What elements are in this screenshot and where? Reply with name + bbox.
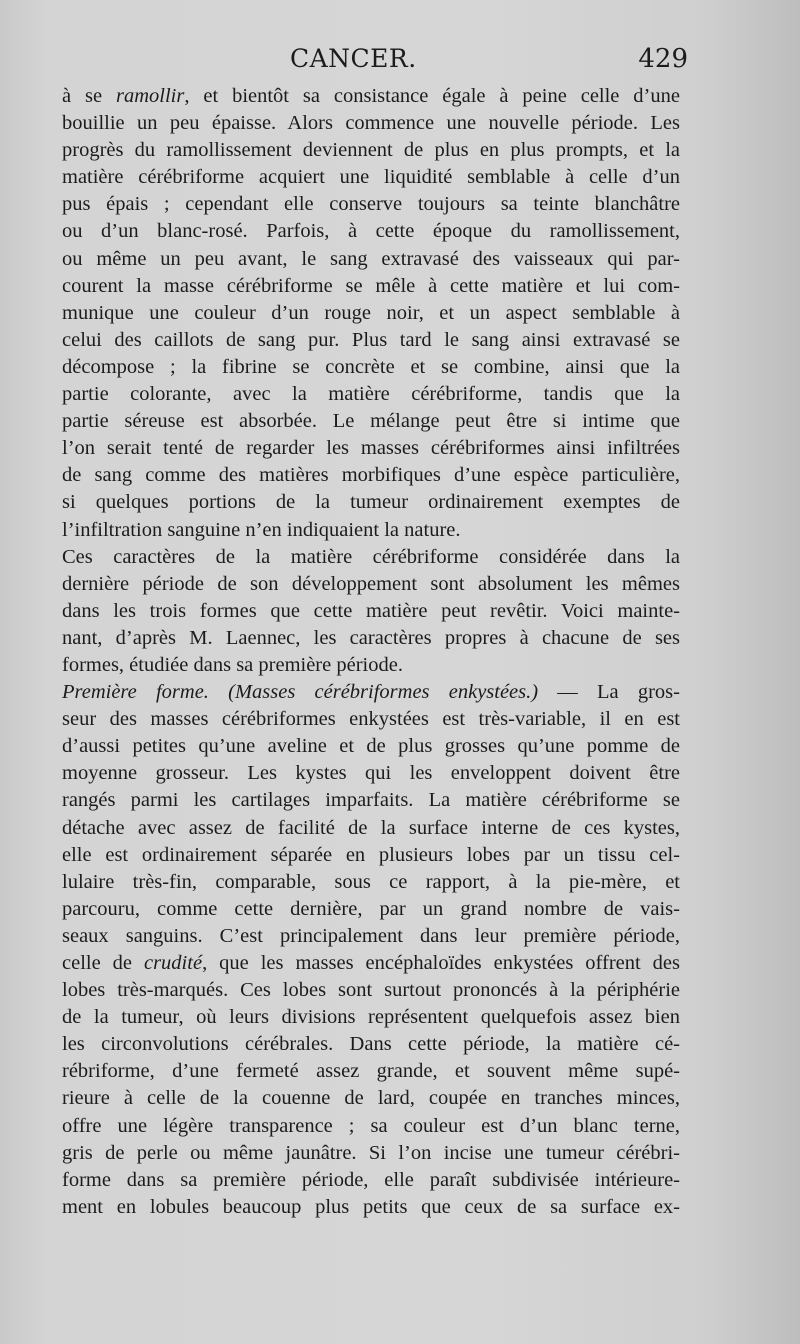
text-segment: dans les trois formes que cette matière peut revêtir. Voici mainte-	[62, 599, 680, 622]
text-segment: forme dans sa première période, elle paraît subdivisée intérieure-	[62, 1168, 680, 1191]
text-line	[62, 598, 680, 625]
text-segment: — La gros-	[538, 681, 680, 704]
text-line	[62, 137, 680, 164]
text-line	[62, 869, 680, 896]
text-segment: parcouru, comme cette dernière, par un grand nombre de vais-	[62, 897, 680, 920]
text-line	[62, 760, 680, 787]
text-segment: bouillie un peu épaisse. Alors commence une nouvelle période. Les	[62, 112, 680, 135]
text-line	[62, 1113, 680, 1140]
text-line	[62, 489, 680, 516]
text-segment: pus épais ; cependant elle conserve toujours sa teinte blanchâtre	[62, 193, 680, 216]
text-segment: d’aussi petites qu’une aveline et de plus grosses qu’une pomme de	[62, 735, 680, 758]
text-line	[62, 733, 680, 760]
text-line	[62, 110, 680, 137]
text-segment: ou même un peu avant, le sang extravasé des vaisseaux qui par-	[62, 247, 680, 270]
page-number: 429	[638, 44, 688, 74]
text-line	[62, 83, 680, 110]
text-segment: offre une légère transparence ; sa couleur est d’un blanc terne,	[62, 1114, 680, 1137]
text-line	[62, 300, 680, 327]
text-line	[62, 273, 680, 300]
text-line	[62, 1194, 680, 1221]
text-line	[62, 544, 680, 571]
text-line	[62, 354, 680, 381]
text-segment: ment en lobules beaucoup plus petits que ceux de sa surface ex-	[62, 1195, 680, 1218]
text-segment: dernière période de son développement sont absolument les mêmes	[62, 572, 680, 595]
text-line	[62, 327, 680, 354]
text-line	[62, 1004, 680, 1031]
text-segment: celui des caillots de sang pur. Plus tard le sang ainsi extravasé se	[62, 328, 680, 351]
text-segment: partie séreuse est absorbée. Le mélange peut être si intime que	[62, 410, 680, 433]
text-segment: munique une couleur d’un rouge noir, et un aspect semblable à	[62, 301, 680, 324]
text-line	[62, 246, 680, 273]
text-line	[62, 950, 680, 977]
text-line	[62, 625, 680, 652]
text-line	[62, 923, 680, 950]
text-line	[62, 1140, 680, 1167]
text-line	[62, 706, 680, 733]
text-segment: rébriforme, d’une fermeté assez grande, et souvent même supé-	[62, 1060, 680, 1083]
text-segment: formes, étudiée dans sa première période.	[62, 653, 403, 676]
text-line	[62, 679, 680, 706]
text-line	[62, 1031, 680, 1058]
text-segment: partie colorante, avec la matière cérébriforme, tandis que la	[62, 383, 680, 406]
text-line	[62, 787, 680, 814]
text-line	[62, 164, 680, 191]
text-segment: lobes très-marqués. Ces lobes sont surtout prononcés à la périphérie	[62, 979, 680, 1002]
text-line	[62, 462, 680, 489]
text-line	[62, 435, 680, 462]
text-line	[62, 408, 680, 435]
body-text	[62, 83, 680, 1221]
text-line	[62, 1085, 680, 1112]
text-segment: l’on serait tenté de regarder les masses cérébriformes ainsi infiltrées	[62, 437, 680, 460]
text-segment: courent la masse cérébriforme se mêle à cette matière et lui com-	[62, 274, 680, 297]
text-line	[62, 381, 680, 408]
text-segment: les circonvolutions cérébrales. Dans cette période, la matière cé-	[62, 1033, 680, 1056]
text-line	[62, 571, 680, 598]
text-segment: ou d’un blanc-rosé. Parfois, à cette époque du ramollissement,	[62, 220, 680, 243]
text-line	[62, 815, 680, 842]
italic-text: Première forme. (Masses cérébriformes enkystées.)	[62, 681, 539, 704]
text-segment: , et bientôt sa consistance égale à peine celle d’une	[184, 85, 680, 107]
italic-text: crudité	[143, 952, 203, 974]
page-header	[0, 44, 800, 84]
text-segment: si quelques portions de la tumeur ordinairement exemptes de	[62, 491, 680, 514]
text-segment: moyenne grosseur. Les kystes qui les enveloppent doivent être	[62, 762, 680, 785]
text-segment: seaux sanguins. C’est principalement dans leur première période,	[62, 924, 680, 947]
text-line	[62, 218, 680, 245]
text-segment: décompose ; la fibrine se concrète et se combine, ainsi que la	[62, 355, 680, 378]
text-segment: détache avec assez de facilité de la surface interne de ces kystes,	[62, 816, 680, 839]
text-segment: celle de	[62, 952, 144, 974]
running-title: CANCER.	[290, 44, 417, 73]
text-segment: progrès du ramollissement deviennent de plus en plus prompts, et la	[62, 139, 680, 162]
text-segment: , que les masses encéphaloïdes enkystées offrent des	[202, 952, 680, 974]
text-segment: elle est ordinairement séparée en plusieurs lobes par un tissu cel-	[62, 843, 680, 866]
text-line	[62, 1058, 680, 1085]
text-segment: Ces caractères de la matière cérébriforme considérée dans la	[62, 545, 680, 568]
text-segment: lulaire très-fin, comparable, sous ce rapport, à la pie-mère, et	[62, 870, 680, 893]
italic-text: ramollir	[115, 85, 185, 107]
text-segment: à se	[62, 85, 116, 107]
text-segment: seur des masses cérébriformes enkystées est très-variable, il en est	[62, 708, 680, 731]
text-segment: rangés parmi les cartilages imparfaits. La matière cérébriforme se	[62, 789, 680, 812]
text-segment: nant, d’après M. Laennec, les caractères propres à chacune de ses	[62, 626, 680, 649]
text-line	[62, 1167, 680, 1194]
text-segment: de sang comme des matières morbifiques d’une espèce particulière,	[62, 464, 680, 487]
text-line	[62, 977, 680, 1004]
text-line	[62, 842, 680, 869]
text-segment: gris de perle ou même jaunâtre. Si l’on incise une tumeur cérébri-	[62, 1141, 680, 1164]
text-line	[62, 191, 680, 218]
text-line	[62, 896, 680, 923]
text-line	[62, 517, 680, 544]
text-segment: matière cérébriforme acquiert une liquidité semblable à celle d’un	[62, 166, 680, 189]
text-segment: de la tumeur, où leurs divisions représentent quelquefois assez bien	[62, 1006, 680, 1029]
text-line	[62, 652, 680, 679]
text-segment: l’infiltration sanguine n’en indiquaient la nature.	[62, 518, 461, 541]
text-segment: rieure à celle de la couenne de lard, coupée en tranches minces,	[62, 1087, 680, 1110]
